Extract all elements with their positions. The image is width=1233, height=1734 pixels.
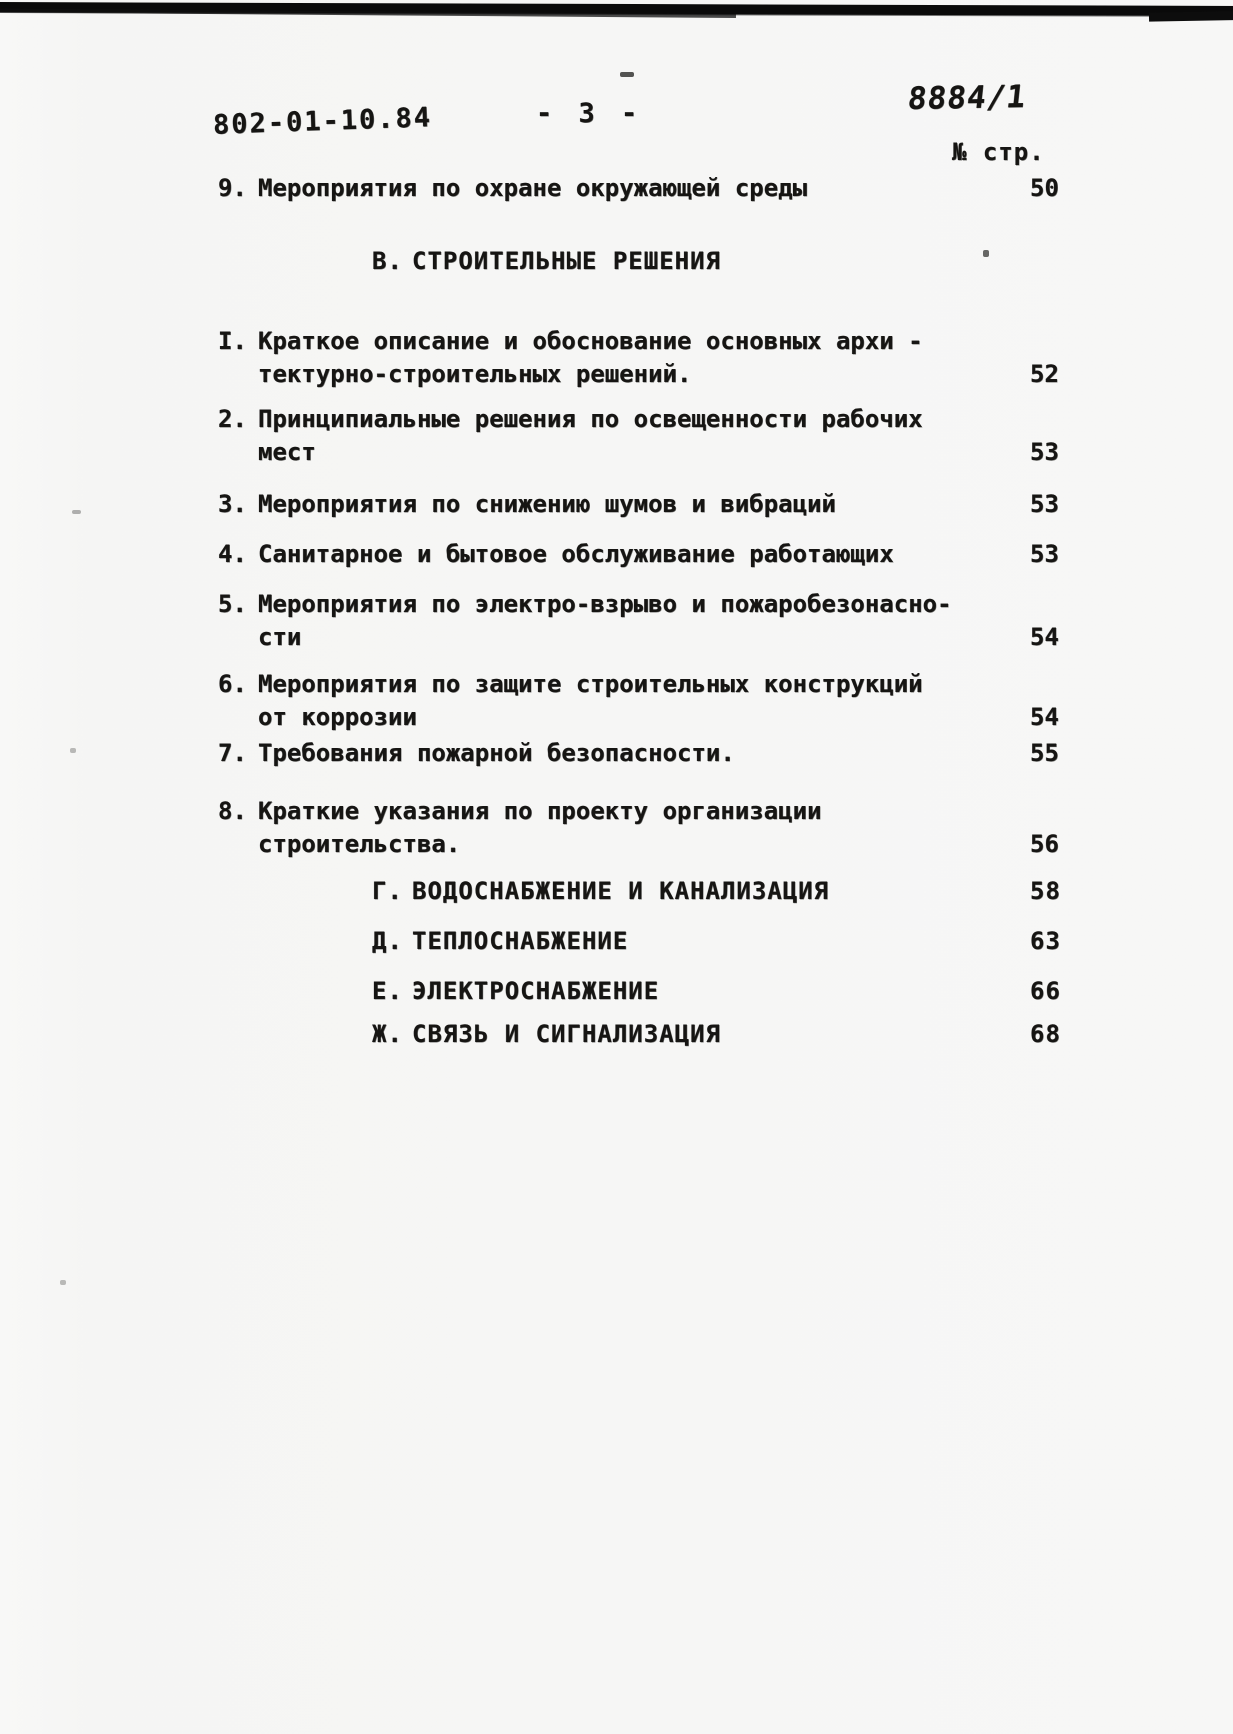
- scan-speck: [60, 1280, 66, 1285]
- toc-entry-page: 55: [1030, 739, 1059, 767]
- scan-speck: [70, 748, 76, 753]
- toc-entry: [0, 403, 1233, 469]
- toc-entry: [0, 975, 1233, 1008]
- toc-entry-title: Мероприятия по электро-взрыво и пожаробезонасно- сти: [258, 590, 952, 651]
- toc-entry: [0, 925, 1233, 958]
- toc-entry: [0, 588, 1233, 654]
- toc-entry-title: Мероприятия по снижению шумов и вибраций: [258, 490, 836, 518]
- scan-speck: [620, 72, 634, 77]
- toc-entry: [0, 1018, 1233, 1051]
- toc-entry-title: Требования пожарной безопасности.: [258, 739, 735, 767]
- toc-entry-number: Г.: [372, 877, 403, 905]
- toc-entry-number: 2.: [218, 405, 247, 433]
- toc-entry: [0, 875, 1233, 908]
- toc-entry-page: 53: [1030, 540, 1059, 568]
- scan-speck: [72, 510, 81, 514]
- document-number: 802-01-10.84: [212, 102, 433, 141]
- toc-entry-number: 6.: [218, 670, 247, 698]
- toc-entry-number: 3.: [218, 490, 247, 518]
- toc-entry-title: СВЯЗЬ И СИГНАЛИЗАЦИЯ: [412, 1020, 721, 1048]
- toc-entry-number: Е.: [372, 977, 403, 1005]
- toc-entry-title: Краткие указания по проекту организации строительства.: [258, 797, 822, 858]
- toc-entry-title: Краткое описание и обоснование основных архи - тектурно-строительных решений.: [258, 327, 923, 388]
- toc-entry-page: 53: [1030, 438, 1059, 466]
- toc-entry-title: Принципиальные решения по освещенности рабочих мест: [258, 405, 923, 466]
- toc-entry-page: 50: [1030, 174, 1059, 202]
- toc-entry-page: 58: [1030, 877, 1061, 905]
- toc-entry: [0, 538, 1233, 571]
- toc-entry: [0, 488, 1233, 521]
- toc-entry-number: В.: [372, 247, 403, 275]
- toc-entry-title: ЭЛЕКТРОСНАБЖЕНИЕ: [412, 977, 660, 1005]
- toc-entry-title: СТРОИТЕЛЬНЫЕ РЕШЕНИЯ: [412, 247, 721, 275]
- toc-entry-page: 66: [1030, 977, 1061, 1005]
- toc-entry: [0, 668, 1233, 734]
- toc-entry-number: Ж.: [372, 1020, 403, 1048]
- toc-entry-number: 7.: [218, 739, 247, 767]
- toc-entry: [0, 172, 1233, 205]
- toc-entry-number: 5.: [218, 590, 247, 618]
- document-id-stamp: 8884/1: [905, 78, 1028, 118]
- toc-entry: [0, 795, 1233, 861]
- toc-entry-page: 52: [1030, 360, 1059, 388]
- toc-entry-number: Д.: [372, 927, 403, 955]
- toc-entry-page: 63: [1030, 927, 1061, 955]
- toc-entry-page: 53: [1030, 490, 1059, 518]
- toc-entry-number: 9.: [218, 174, 247, 202]
- toc-entry-number: 4.: [218, 540, 247, 568]
- toc-entry-title: ВОДОСНАБЖЕНИЕ И КАНАЛИЗАЦИЯ: [412, 877, 830, 905]
- toc-entry-title: ТЕПЛОСНАБЖЕНИЕ: [412, 927, 629, 955]
- toc-entry-number: I.: [218, 327, 247, 355]
- page-column-header: № стр.: [952, 138, 1045, 166]
- toc-entry-title: Мероприятия по охране окружающей среды: [258, 174, 808, 202]
- toc-entry-title: Санитарное и бытовое обслуживание работающих: [258, 540, 894, 568]
- toc-entry: [0, 245, 1233, 278]
- page-number-marker: - 3 -: [536, 98, 643, 129]
- toc-entry: [0, 325, 1233, 391]
- scan-speck: [983, 250, 989, 257]
- toc-entry-title: Мероприятия по защите строительных конструкций от коррозии: [258, 670, 923, 731]
- toc-entry-page: 68: [1030, 1020, 1061, 1048]
- toc-entry: [0, 737, 1233, 770]
- toc-entry-page: 54: [1030, 703, 1059, 731]
- toc-entry-page: 56: [1030, 830, 1059, 858]
- toc-entry-page: 54: [1030, 623, 1059, 651]
- scan-edge-artifact: [0, 2, 1233, 16]
- toc-entry-number: 8.: [218, 797, 247, 825]
